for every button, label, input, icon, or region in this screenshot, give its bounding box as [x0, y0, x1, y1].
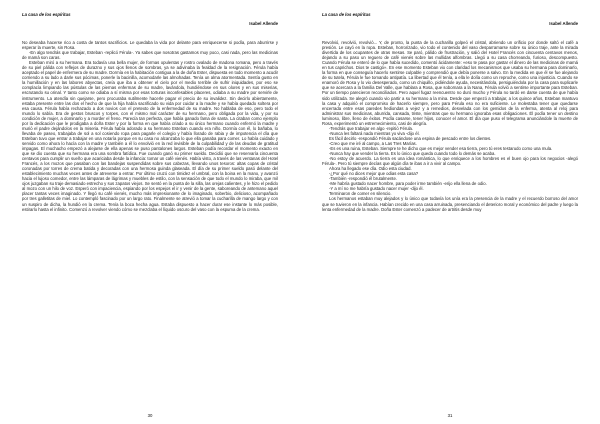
- paragraph: Terminaron de comer en silencio.: [329, 191, 392, 197]
- paragraph: -Nunca hay que vender la tierra. Es lo único que queda cuando todo lo demás se acaba.: [329, 151, 496, 157]
- paragraph: Esteban miró a su hermana. Era todavía una bella mujer, de formas opulentas y rostro ovalado de madona romana, pero a través de su piel pálida con reflejos de durazno y sus ojos llenos de sombras, ya se adivinaba la fealdad de la resignación. Férula había aceptado el papel de enfermera de su madre. Dormía en la habitación contigua a la de doña Ester, dispuesta en todo momento a acudir corriendo a su lado a darle sus pócimas, ponerle la bacinilla, acomodarle las almohadas. Tenía un alma atormentada. Sentía gusto en la humillación y en las labores abyectas, creía que iba a obtener el cielo por el medio terrible de sufrir iniquidades, por eso se complacía limpiando las pústulas de las piernas enfermas de su madre, lavándola, hundiéndose en sus olores y en sus miserias, escrutando su orinal. Y tanto como se odiaba a sí misma por esas torturas inconfesables placeres, odiaba a su madre por servirle de instrumento. La atendía sin quejarse, pero procuraba sutilmente hacerle pagar el precio de su invalidez. Sin decirlo abiertamente, estaba presente entre las dos el hecho de que la hija había sacrificado su vida por cuidar a la madre y se había quedado soltera por esa causa. Férula había rechazado a dos novios con el pretexto de la enfermedad de su madre. No hablaba de eso, pero todo el mundo lo sabía. Era de gestos bruscos y torpes, con el mismo mal carácter de su hermano, pero obligada por la vida, y por su condición de mujer, a dominarlo y a morder el freno. Parecía tan perfecta, que había ganado fama de santa. La citaban como ejemplo por la dedicación que le prodigaba a doña Ester y por la forma en que había criado a su único hermano cuando enfermó la madre y murió el padre dejándolos en la miseria. Férula había adorado a su hermano Esteban cuando era niño. Dormía con él, lo bañaba, lo llevaba de paseo, trabajaba de sol a sol cosiendo ropa para pagarle el colegio y había llorado de rabia y de impotencia el día que Esteban tuvo que entrar a trabajar en una notaría porque en su casa no alcanzaba lo que ella ganaba para comer. Lo había cuidado y servido como ahora lo hacía con la madre y también a él lo envolvió en la red invisible de la culpabilidad y de las deudas de gratitud impagas. El muchacho empezó a alejarse de ella apenas se puso pantalones largos. Esteban podía recordar el momento exacto en que se dio cuenta que su hermana era una sombra fatídica. Fue cuando ganó su primer sueldo. Decidió que se reservaría cincuenta centavos para cumplir un sueño que acariciaba desde la infancia: tomar un café vienés. Había visto, a través de las ventanas del Hotel Francés, a los mozos que pasaban con las bandejas suspendidas sobre sus cabezas, llevando unos tesoros: altas copas de cristal coronadas por torres de crema batida y decoradas con una hermosa guinda glaseada. El día de su primer sueldo pasó delante del establecimiento muchas veces antes de atreverse a entrar. Por último cruzó con timidez el umbral, con la boina en la mano, y avanzó hacia el lujoso comedor, entre las lámparas de lágrimas y muebles de estilo, con la sensación de que todo el mundo lo miraba, que mil ojos juzgaban su traje demasiado estrecho y sus zapatos viejos. Se sentó en la punta de la silla, las orejas calientes, y le hizo el pedido al mozo con un hilo de voz. Esperó con impaciencia, espiando por los espejos el ir y venir de la gente, saboreando de antemano aquel placer tantas veces imaginado. Y llegó su café vienés, mucho más impresionante de lo imaginado, soberbio, delicioso, acompañado por tres galletitas de miel. Lo contempló fascinado por un largo rato. Finalmente se atrevió a tomar la cucharilla de mango largo y con un suspiro de dicha, la hundió en la crema. Tenía la boca hecha agua. Estaba dispuesto a hacer durar ese instante lo más posible, estirarlo hasta el infinito. Comenzó a revolver viendo cómo se mezclaba el líquido oscuro del vaso con la espuma de la crema.: [22, 60, 278, 212]
- paragraph: Revolvió, revolvió, revolvió... Y, de pronto, la punta de la cucharilla golpeó el cristal, abriendo un orificio por donde saltó el café a presión. Le cayó en la ropa. Esteban, horrorizado, vio todo el contenido del vaso desparramarse sobre su único traje, ante la mirada divertida de los ocupantes de otras mesas. Se paró, pálido de frustración, y salió del Hotel Francés con cincuenta centavos menos, dejando a su paso un reguero de café vienés sobre las mullidas alfombras. Llegó a su casa chorreando, furioso, descompuesto. Cuando Férula se enteró de lo que había sucedido, comentó ácidamente: «eso te pasa por gastar el dinero de las medicinas de mamá en tus caprichos. Dios te castigó». En ese momento Esteban vio con claridad los mecanismos que usaba su hermana para dominarlo, la forma en que conseguía hacerlo sentirse culpable y comprendió que debía ponerse a salvo. En la medida en que él se fue alejando de su tutela, Férula le fue tomando antipatía. La libertad que él tenía, a ella le dolía como un reproche, como una injusticia. Cuando se enamoró de Rosa y lo vio desesperado, como un chiquillo, pidiéndole ayuda, necesitándola, persiguiéndola por la casa para suplicarle que se acercara a la familia Del Valle, que hablara a Rosa, que sobornara a la Nana, Férula volvió a sentirse importante para Esteban. Por un tiempo parecieron reconciliados. Pero aquel fugaz reencuentro no duró mucho y Férula no tardó en darse cuenta de que había sido utilizada. Se alegró cuando vio partir a su hermano a la mina. Desde que empezó a trabajar, a los quince años, Esteban mantuvo la casa y adquirió el compromiso de hacerlo siempre, pero para Férula eso no era suficiente. Le molestaba tener que quedarse encerrada entre esas paredes hediondas a vejez y a remedios, desvelada con los gemidos de la enferma, atenta al reloj para administrar sus medicinas, aburrida, cansada, triste, mientras que su hermano ignoraba esas obligaciones. Él podía tener un destino luminoso, libre, lleno de éxitos. Podía casarse, tener hijos, conocer el amor. El día que puso el telegrama anunciándole la muerte de Rosa, experimentó un estremecimiento, casi de alegría.: [322, 40, 578, 126]
- paragraph: -No estoy de acuerdo. La tierra es una idea romántica, lo que enriquece a los hombres es el buen ojo para los negocios -alegó Férula-. Pero tú siempre decías que algún día te ibas a ir a vivir al campo.: [322, 156, 578, 167]
- left-page-content: [22, 10, 278, 424]
- paragraph: -Es es una ruina, Esteban. Siempre te he dicho que es mejor vender esa tierra, pero tú eres testarudo como una mula.: [329, 145, 553, 151]
- running-title: La casa de los espíritus: [22, 12, 71, 17]
- right-page-number: 31: [447, 413, 453, 418]
- left-page-body: [22, 40, 278, 412]
- paragraph: -Me habría gustado nacer hombre, para poder irme también -erijo ella llena de odio.: [329, 181, 487, 187]
- paragraph: Los hermanos estaban muy alejados y lo único que todavía los unía era la presencia de la madre y el recuerdo borroso del amor que se tuvieron en la infancia. Habían crecido en una casa arruinada, presenciando el deterioro moral y económico del padre y luego la lenta enfermedad de la madre. Doña Ester comenzó a padecer de artritis desde muy: [322, 196, 578, 212]
- paragraph: Ahora ha llegado ese día. Odio esta ciudad.: [329, 166, 412, 172]
- paragraph: -Tendrás que trabajar en algo -repitió Férula.: [329, 125, 414, 131]
- paragraph: -También -respondió él brutalmente.: [329, 176, 398, 182]
- running-title: La casa de los espíritus: [322, 12, 371, 17]
- right-page-content: [322, 10, 578, 424]
- right-page-header: [322, 10, 578, 34]
- paragraph: -En algo tendrás que trabajar, Esteban -replicó Férula-. Ya sabes que nosotras gastamos muy poco, casi nada, pero las medicinas de mamá son caras.: [22, 50, 278, 61]
- running-author: Isabel Allende: [249, 21, 278, 26]
- paragraph: -Nunca les faltará nada mientras yo viva -dijo él.: [329, 130, 420, 136]
- running-author: Isabel Allende: [549, 21, 578, 26]
- paragraph: No deseaba hacerse rico a costa de tantos sacrificios. Le quedaba la vida por delante para enriquecerse si podía, para aburrirse y esperar la muerte, sin Rosa.: [22, 40, 278, 51]
- paragraph: -¿Por qué no dices mejor que odias esta casa?: [329, 171, 419, 177]
- paragraph: -Creo que me iré al campo, a Las Tres Marías.: [329, 140, 417, 146]
- right-page-body: [322, 40, 578, 412]
- right-page: [300, 0, 600, 424]
- left-page-header: [22, 10, 278, 34]
- paragraph: Es fácil decirlo -respondió Férula sacándose una espina de pescado entre los dientes.: [329, 135, 492, 141]
- left-page-number: 30: [147, 413, 153, 418]
- paragraph: -Y a mí no me habría gustado nacer mujer -dijo él.: [329, 186, 424, 192]
